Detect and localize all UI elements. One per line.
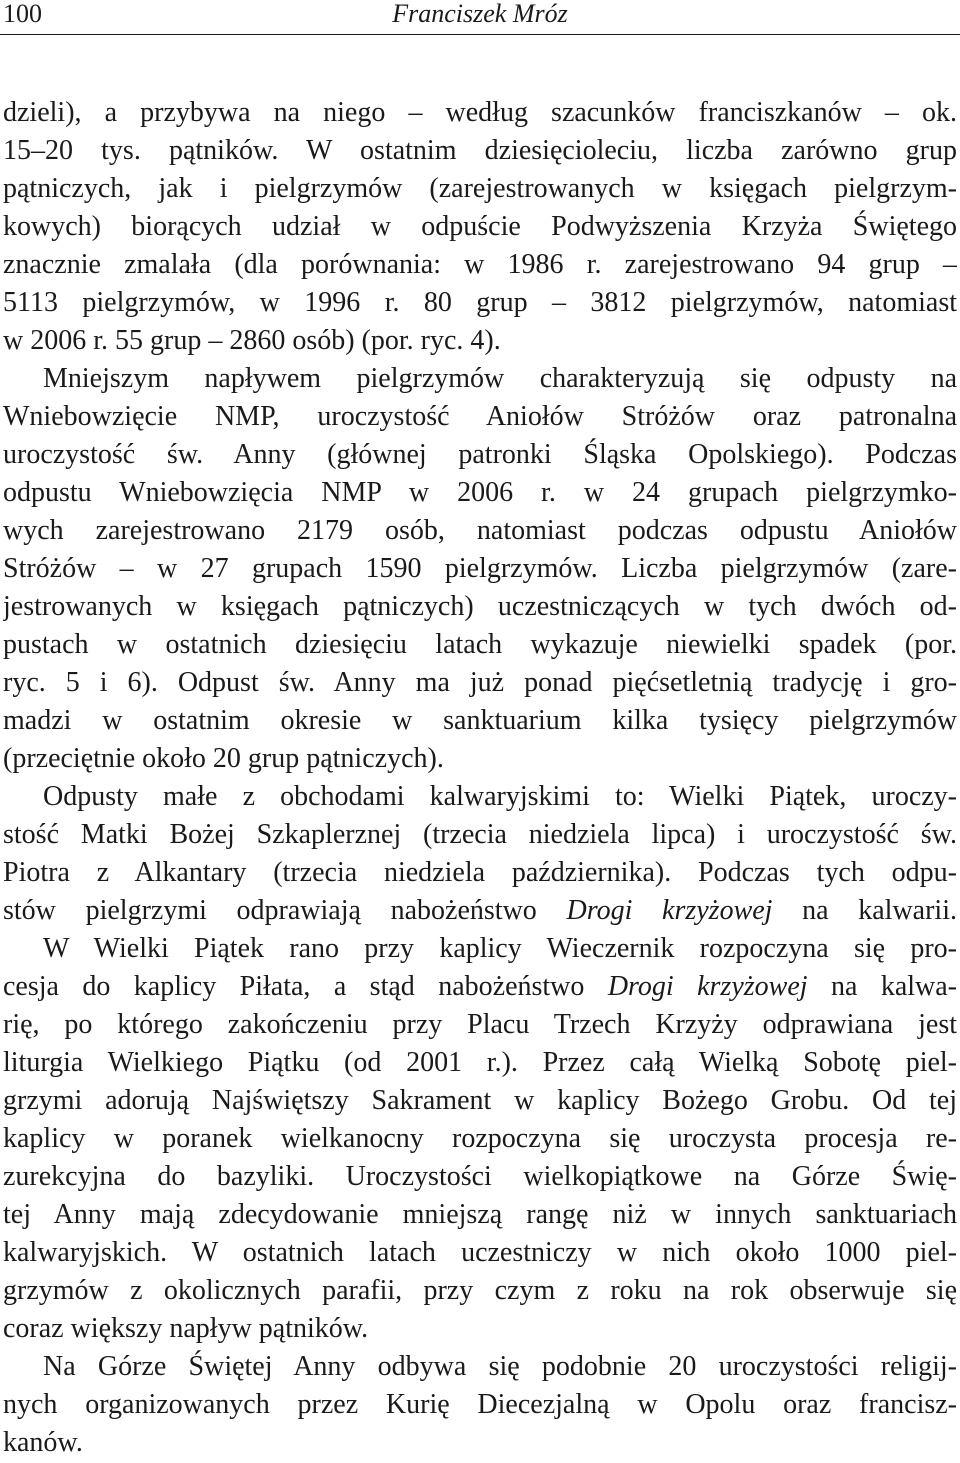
text-line bbox=[3, 246, 957, 284]
text-line bbox=[3, 1234, 957, 1272]
text-segment: W Wielki Piątek rano przy kaplicy Wieczernik rozpoczyna się pro- bbox=[43, 933, 957, 964]
text-line bbox=[3, 1310, 957, 1348]
text-segment: (przeciętnie około 20 grup pątniczych). bbox=[3, 743, 444, 774]
text-line bbox=[3, 208, 957, 246]
text-line bbox=[3, 1044, 957, 1082]
text-line bbox=[3, 132, 957, 170]
text-segment: pątniczych, jak i pielgrzymów (zarejestrowanych w księgach pielgrzym- bbox=[3, 173, 957, 204]
text-line bbox=[3, 702, 957, 740]
text-line bbox=[3, 474, 957, 512]
text-line bbox=[3, 1006, 957, 1044]
header-rule bbox=[0, 34, 960, 35]
text-line bbox=[3, 1386, 957, 1424]
text-line bbox=[3, 1196, 957, 1234]
text-segment: Wniebowzięcie NMP, uroczystość Aniołów Stróżów oraz patronalna bbox=[3, 401, 957, 432]
text-line bbox=[3, 968, 957, 1006]
text-line bbox=[3, 1120, 957, 1158]
text-segment: rię, po którego zakończeniu przy Placu Trzech Krzyży odprawiana jest bbox=[3, 1009, 957, 1040]
text-segment: pustach w ostatnich dziesięciu latach wykazuje niewielki spadek (por. bbox=[3, 629, 957, 660]
text-line bbox=[3, 550, 957, 588]
text-line bbox=[3, 436, 957, 474]
text-segment: stów pielgrzymi odprawiają nabożeństwo bbox=[3, 895, 567, 926]
text-line bbox=[3, 1348, 957, 1386]
page-header bbox=[0, 0, 960, 30]
text-segment: 5113 pielgrzymów, w 1996 r. 80 grup – 3812 pielgrzymów, natomiast bbox=[3, 287, 957, 318]
text-segment: kaplicy w poranek wielkanocny rozpoczyna się uroczysta procesja re- bbox=[3, 1123, 957, 1154]
text-segment: Mniejszym napływem pielgrzymów charakteryzują się odpusty na bbox=[43, 363, 957, 394]
text-line bbox=[3, 1082, 957, 1120]
text-line bbox=[3, 1424, 957, 1462]
text-segment: grzymów z okolicznych parafii, przy czym z roku na rok obserwuje się bbox=[3, 1275, 957, 1306]
italic-phrase: Drogi krzyżowej bbox=[566, 895, 773, 926]
text-segment: zurekcyjna do bazyliki. Uroczystości wielkopiątkowe na Górze Świę- bbox=[3, 1161, 957, 1192]
text-segment: Stróżów – w 27 grupach 1590 pielgrzymów. Liczba pielgrzymów (zare- bbox=[3, 553, 957, 584]
text-segment: na kalwarii. bbox=[772, 895, 957, 926]
text-line bbox=[3, 512, 957, 550]
text-segment: stość Matki Bożej Szkaplerznej (trzecia niedziela lipca) i uroczystość św. bbox=[3, 819, 957, 850]
text-line bbox=[3, 170, 957, 208]
text-segment: Na Górze Świętej Anny odbywa się podobnie 20 uroczystości religij- bbox=[43, 1351, 957, 1382]
text-line bbox=[3, 1272, 957, 1310]
text-line bbox=[3, 854, 957, 892]
text-line bbox=[3, 322, 957, 360]
text-segment: wych zarejestrowano 2179 osób, natomiast podczas odpustu Aniołów bbox=[3, 515, 957, 546]
text-segment: jestrowanych w księgach pątniczych) uczestniczących w tych dwóch od- bbox=[3, 591, 957, 622]
running-head: Franciszek Mróz bbox=[392, 0, 568, 28]
text-segment: tej Anny mają zdecydowanie mniejszą rangę niż w innych sanktuariach bbox=[3, 1199, 957, 1230]
text-segment: odpustu Wniebowzięcia NMP w 2006 r. w 24 grupach pielgrzymko- bbox=[3, 477, 957, 508]
text-segment: cesja do kaplicy Piłata, a stąd nabożeństwo bbox=[3, 971, 608, 1002]
text-segment: madzi w ostatnim okresie w sanktuarium kilka tysięcy pielgrzymów bbox=[3, 705, 957, 736]
text-line bbox=[3, 740, 957, 778]
text-line bbox=[3, 930, 957, 968]
text-line bbox=[3, 892, 957, 930]
text-line bbox=[3, 778, 957, 816]
text-line bbox=[3, 94, 957, 132]
text-line bbox=[3, 1158, 957, 1196]
text-segment: znacznie zmalała (dla porównania: w 1986 r. zarejestrowano 94 grup – bbox=[3, 249, 957, 280]
text-line bbox=[3, 816, 957, 854]
text-line bbox=[3, 664, 957, 702]
text-segment: ryc. 5 i 6). Odpust św. Anny ma już ponad pięćsetletnią tradycję i gro- bbox=[3, 667, 957, 698]
text-segment: coraz większy napływ pątników. bbox=[3, 1313, 369, 1344]
text-segment: Odpusty małe z obchodami kalwaryjskimi to: Wielki Piątek, uroczy- bbox=[43, 781, 957, 812]
page-number: 100 bbox=[3, 0, 42, 28]
text-segment: kalwaryjskich. W ostatnich latach uczestniczy w nich około 1000 piel- bbox=[3, 1237, 957, 1268]
text-segment: na kalwa- bbox=[807, 971, 957, 1002]
text-segment: kowych) biorących udział w odpuście Podwyższenia Krzyża Świętego bbox=[3, 211, 957, 242]
text-line bbox=[3, 398, 957, 436]
text-segment: dzieli), a przybywa na niego – według szacunków franciszkanów – ok. bbox=[3, 97, 957, 128]
italic-phrase: Drogi krzyżowej bbox=[607, 971, 808, 1002]
text-line bbox=[3, 360, 957, 398]
text-segment: grzymi adorują Najświętszy Sakrament w kaplicy Bożego Grobu. Od tej bbox=[3, 1085, 957, 1116]
text-segment: nych organizowanych przez Kurię Diecezjalną w Opolu oraz francisz- bbox=[3, 1389, 957, 1420]
text-segment: uroczystość św. Anny (głównej patronki Śląska Opolskiego). Podczas bbox=[3, 439, 957, 470]
text-line bbox=[3, 284, 957, 322]
text-line bbox=[3, 626, 957, 664]
text-segment: 15–20 tys. pątników. W ostatnim dziesięcioleciu, liczba zarówno grup bbox=[3, 135, 957, 166]
body-text bbox=[3, 94, 957, 1462]
text-segment: w 2006 r. 55 grup – 2860 osób) (por. ryc. 4). bbox=[3, 325, 501, 356]
text-segment: liturgia Wielkiego Piątku (od 2001 r.). Przez całą Wielką Sobotę piel- bbox=[3, 1047, 957, 1078]
text-segment: Piotra z Alkantary (trzecia niedziela października). Podczas tych odpu- bbox=[3, 857, 957, 888]
text-line bbox=[3, 588, 957, 626]
text-segment: kanów. bbox=[3, 1427, 83, 1458]
